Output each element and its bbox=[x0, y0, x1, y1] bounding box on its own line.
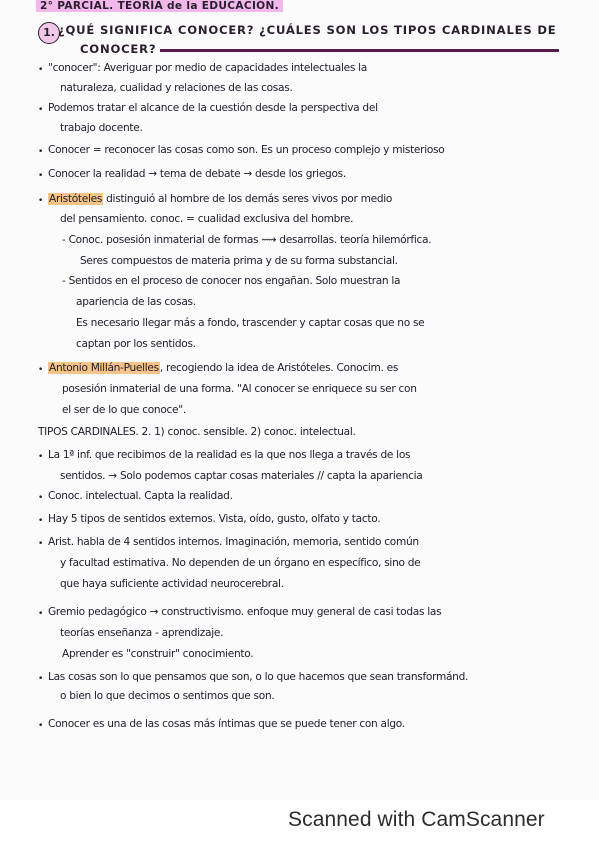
note-line bbox=[60, 82, 293, 94]
note-text: Seres compuestos de materia prima y de su forma substancial. bbox=[80, 255, 398, 267]
question-line-1: ¿QUÉ SIGNIFICA CONOCER? ¿CUÁLES SON LOS TIPOS CARDINALES DE bbox=[58, 23, 557, 37]
note-text: Las cosas son lo que pensamos que son, o lo que hacemos que sean transformánd. bbox=[48, 671, 469, 683]
note-text: Conocer = reconocer las cosas como son. Es un proceso complejo y misterioso bbox=[48, 144, 445, 156]
note-text: Aprender es "construir" conocimiento. bbox=[62, 648, 254, 660]
note-line bbox=[48, 536, 419, 548]
bullet-dot: • bbox=[38, 452, 44, 462]
note-text: Arist. habla de 4 sentidos internos. Imaginación, memoria, sentido común bbox=[48, 536, 419, 548]
note-line bbox=[62, 404, 186, 416]
note-text: teorías enseñanza - aprendizaje. bbox=[60, 627, 224, 639]
bullet-dot: • bbox=[38, 196, 44, 206]
note-text: Podemos tratar el alcance de la cuestión desde la perspectiva del bbox=[48, 102, 378, 114]
note-text: Conocer la realidad → tema de debate → desde los griegos. bbox=[48, 168, 346, 180]
page-header: 2° PARCIAL. TEORÍA de la EDUCACIÓN. bbox=[36, 0, 283, 12]
note-line bbox=[62, 234, 431, 246]
note-text: La 1ª inf. que recibimos de la realidad es la que nos llega a través de los bbox=[48, 449, 411, 461]
note-line bbox=[60, 627, 223, 639]
note-line bbox=[48, 62, 367, 74]
bullet-dot: • bbox=[38, 65, 44, 75]
highlighted-name: Aristóteles bbox=[49, 193, 103, 205]
note-line bbox=[76, 338, 196, 350]
note-line bbox=[48, 193, 392, 205]
note-line bbox=[76, 317, 424, 329]
note-text: - Sentidos en el proceso de conocer nos engañan. Solo muestran la bbox=[62, 275, 401, 287]
note-text: Conocer es una de las cosas más íntimas que se puede tener con algo. bbox=[48, 718, 405, 730]
note-line bbox=[48, 671, 468, 683]
note-line bbox=[62, 275, 400, 287]
note-line bbox=[60, 557, 420, 569]
note-text: trabajo docente. bbox=[60, 122, 143, 134]
question-line-2: CONOCER? bbox=[80, 42, 157, 56]
note-line bbox=[48, 362, 398, 374]
note-text: sentidos. → Solo podemos captar cosas materiales // capta la apariencia bbox=[60, 470, 423, 482]
bullet-dot: • bbox=[38, 105, 44, 115]
bullet-dot: • bbox=[38, 674, 44, 684]
note-line bbox=[62, 648, 253, 660]
note-text: o bien lo que decimos o sentimos que son. bbox=[60, 690, 275, 702]
note-text: posesión inmaterial de una forma. "Al conocer se enriquece su ser con bbox=[62, 383, 417, 395]
note-text: "conocer": Averiguar por medio de capacidades intelectuales la bbox=[48, 62, 367, 74]
note-line bbox=[48, 449, 410, 461]
scanner-watermark: Scanned with CamScanner bbox=[288, 808, 545, 831]
bullet-dot: • bbox=[38, 539, 44, 549]
note-text: naturaleza, cualidad y relaciones de las cosas. bbox=[60, 82, 293, 94]
note-line bbox=[60, 470, 422, 482]
note-text: captan por los sentidos. bbox=[76, 338, 196, 350]
note-line bbox=[48, 718, 405, 730]
note-text: distinguió al hombre de los demás seres vivos por medio bbox=[103, 193, 393, 205]
note-line bbox=[60, 690, 274, 702]
note-text: Gremio pedagógico → constructivismo. enfoque muy general de casi todas las bbox=[48, 606, 442, 618]
note-text: Hay 5 tipos de sentidos externos. Vista, oído, gusto, olfato y tacto. bbox=[48, 513, 381, 525]
note-line bbox=[48, 102, 378, 114]
highlighted-name: Antonio Millán-Puelles bbox=[49, 362, 159, 374]
note-text: apariencia de las cosas. bbox=[76, 296, 196, 308]
note-line bbox=[60, 213, 353, 225]
note-line bbox=[76, 296, 196, 308]
note-text: Es necesario llegar más a fondo, trascender y captar cosas que no se bbox=[76, 317, 425, 329]
question-number: 1. bbox=[38, 22, 60, 44]
bullet-dot: • bbox=[38, 147, 44, 157]
note-line bbox=[80, 255, 398, 267]
note-line bbox=[48, 168, 346, 180]
note-text: que haya suficiente actividad neurocerebral. bbox=[60, 578, 284, 590]
note-line bbox=[48, 513, 380, 525]
bullet-dot: • bbox=[38, 171, 44, 181]
note-line bbox=[48, 606, 441, 618]
question-underline bbox=[160, 49, 559, 52]
note-text: el ser de lo que conoce". bbox=[62, 404, 186, 416]
note-line bbox=[38, 426, 356, 438]
note-line bbox=[60, 578, 284, 590]
note-text: Conoc. intelectual. Capta la realidad. bbox=[48, 490, 233, 502]
note-text: y facultad estimativa. No dependen de un órgano en específico, sino de bbox=[60, 557, 421, 569]
note-text: TIPOS CARDINALES. 2. 1) conoc. sensible. 2) conoc. intelectual. bbox=[38, 426, 356, 438]
note-line bbox=[62, 383, 417, 395]
bullet-dot: • bbox=[38, 609, 44, 619]
bullet-dot: • bbox=[38, 721, 44, 731]
note-text: , recogiendo la idea de Aristóteles. Conocim. es bbox=[159, 362, 399, 374]
note-text: - Conoc. posesión inmaterial de formas ⟿ desarrollas. teoría hilemórfica. bbox=[62, 234, 432, 246]
note-text: del pensamiento. conoc. = cualidad exclusiva del hombre. bbox=[60, 213, 354, 225]
note-line bbox=[48, 490, 233, 502]
bullet-dot: • bbox=[38, 516, 44, 526]
bullet-dot: • bbox=[38, 365, 44, 375]
note-line bbox=[48, 144, 444, 156]
note-line bbox=[60, 122, 143, 134]
bullet-dot: • bbox=[38, 493, 44, 503]
